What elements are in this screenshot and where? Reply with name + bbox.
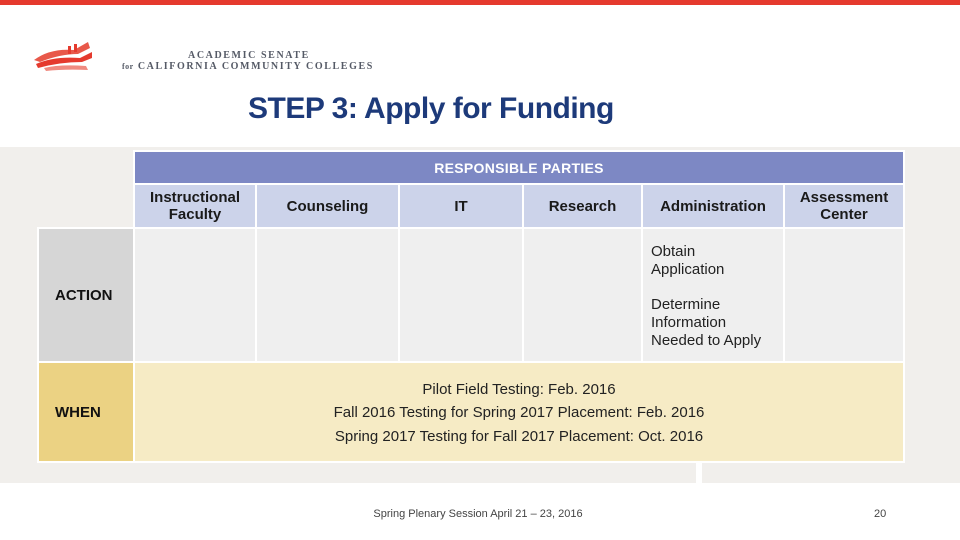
top-accent-bar xyxy=(0,0,960,5)
col-header-counseling: Counseling xyxy=(256,184,399,228)
action-cell-it xyxy=(399,228,523,362)
when-line: Pilot Field Testing: Feb. 2016 xyxy=(422,380,616,398)
col-header-line: Faculty xyxy=(168,206,222,223)
action-line: Application xyxy=(651,261,725,278)
slide-title: STEP 3: Apply for Funding xyxy=(248,92,614,125)
responsible-parties-header: RESPONSIBLE PARTIES xyxy=(134,151,904,184)
action-gap xyxy=(651,279,775,296)
action-line: Needed to Apply xyxy=(651,332,762,349)
row-label-action: ACTION xyxy=(38,228,134,362)
action-cell-research xyxy=(523,228,642,362)
org-line-2-text: CALIFORNIA COMMUNITY COLLEGES xyxy=(137,61,374,72)
corner-blank xyxy=(38,151,134,184)
col-header-administration: Administration xyxy=(642,184,784,228)
organization-name xyxy=(122,50,374,72)
when-line: Fall 2016 Testing for Spring 2017 Placement: Feb. 2016 xyxy=(333,404,705,422)
action-line: Determine xyxy=(651,296,721,313)
academic-senate-logo-icon xyxy=(30,38,94,72)
page-number: 20 xyxy=(874,508,887,520)
col-header-assessment-center xyxy=(784,184,904,228)
responsibility-table xyxy=(37,150,905,463)
when-cell xyxy=(134,362,904,462)
footer-session: Spring Plenary Session April 21 – 23, 2016 xyxy=(373,508,583,520)
action-cell-administration xyxy=(642,228,784,362)
col-header-line: Assessment xyxy=(799,189,889,206)
row-label-when: WHEN xyxy=(38,362,134,462)
corner-blank-2 xyxy=(38,184,134,228)
col-header-it: IT xyxy=(399,184,523,228)
org-line-2-prefix: for xyxy=(122,62,134,71)
col-header-line: Center xyxy=(820,206,868,223)
col-header-line: Instructional xyxy=(149,189,240,206)
col-header-instructional-faculty xyxy=(134,184,256,228)
when-line: Spring 2017 Testing for Fall 2017 Placement: Oct. 2016 xyxy=(334,427,704,445)
action-cell-instructional-faculty xyxy=(134,228,256,362)
col-header-research: Research xyxy=(523,184,642,228)
band-divider xyxy=(696,462,702,483)
org-line-1: ACADEMIC SENATE xyxy=(188,50,310,61)
action-line: Obtain xyxy=(651,243,696,260)
action-cell-counseling xyxy=(256,228,399,362)
action-cell-assessment-center xyxy=(784,228,904,362)
action-line: Information xyxy=(651,314,727,331)
org-line-2 xyxy=(122,61,374,72)
